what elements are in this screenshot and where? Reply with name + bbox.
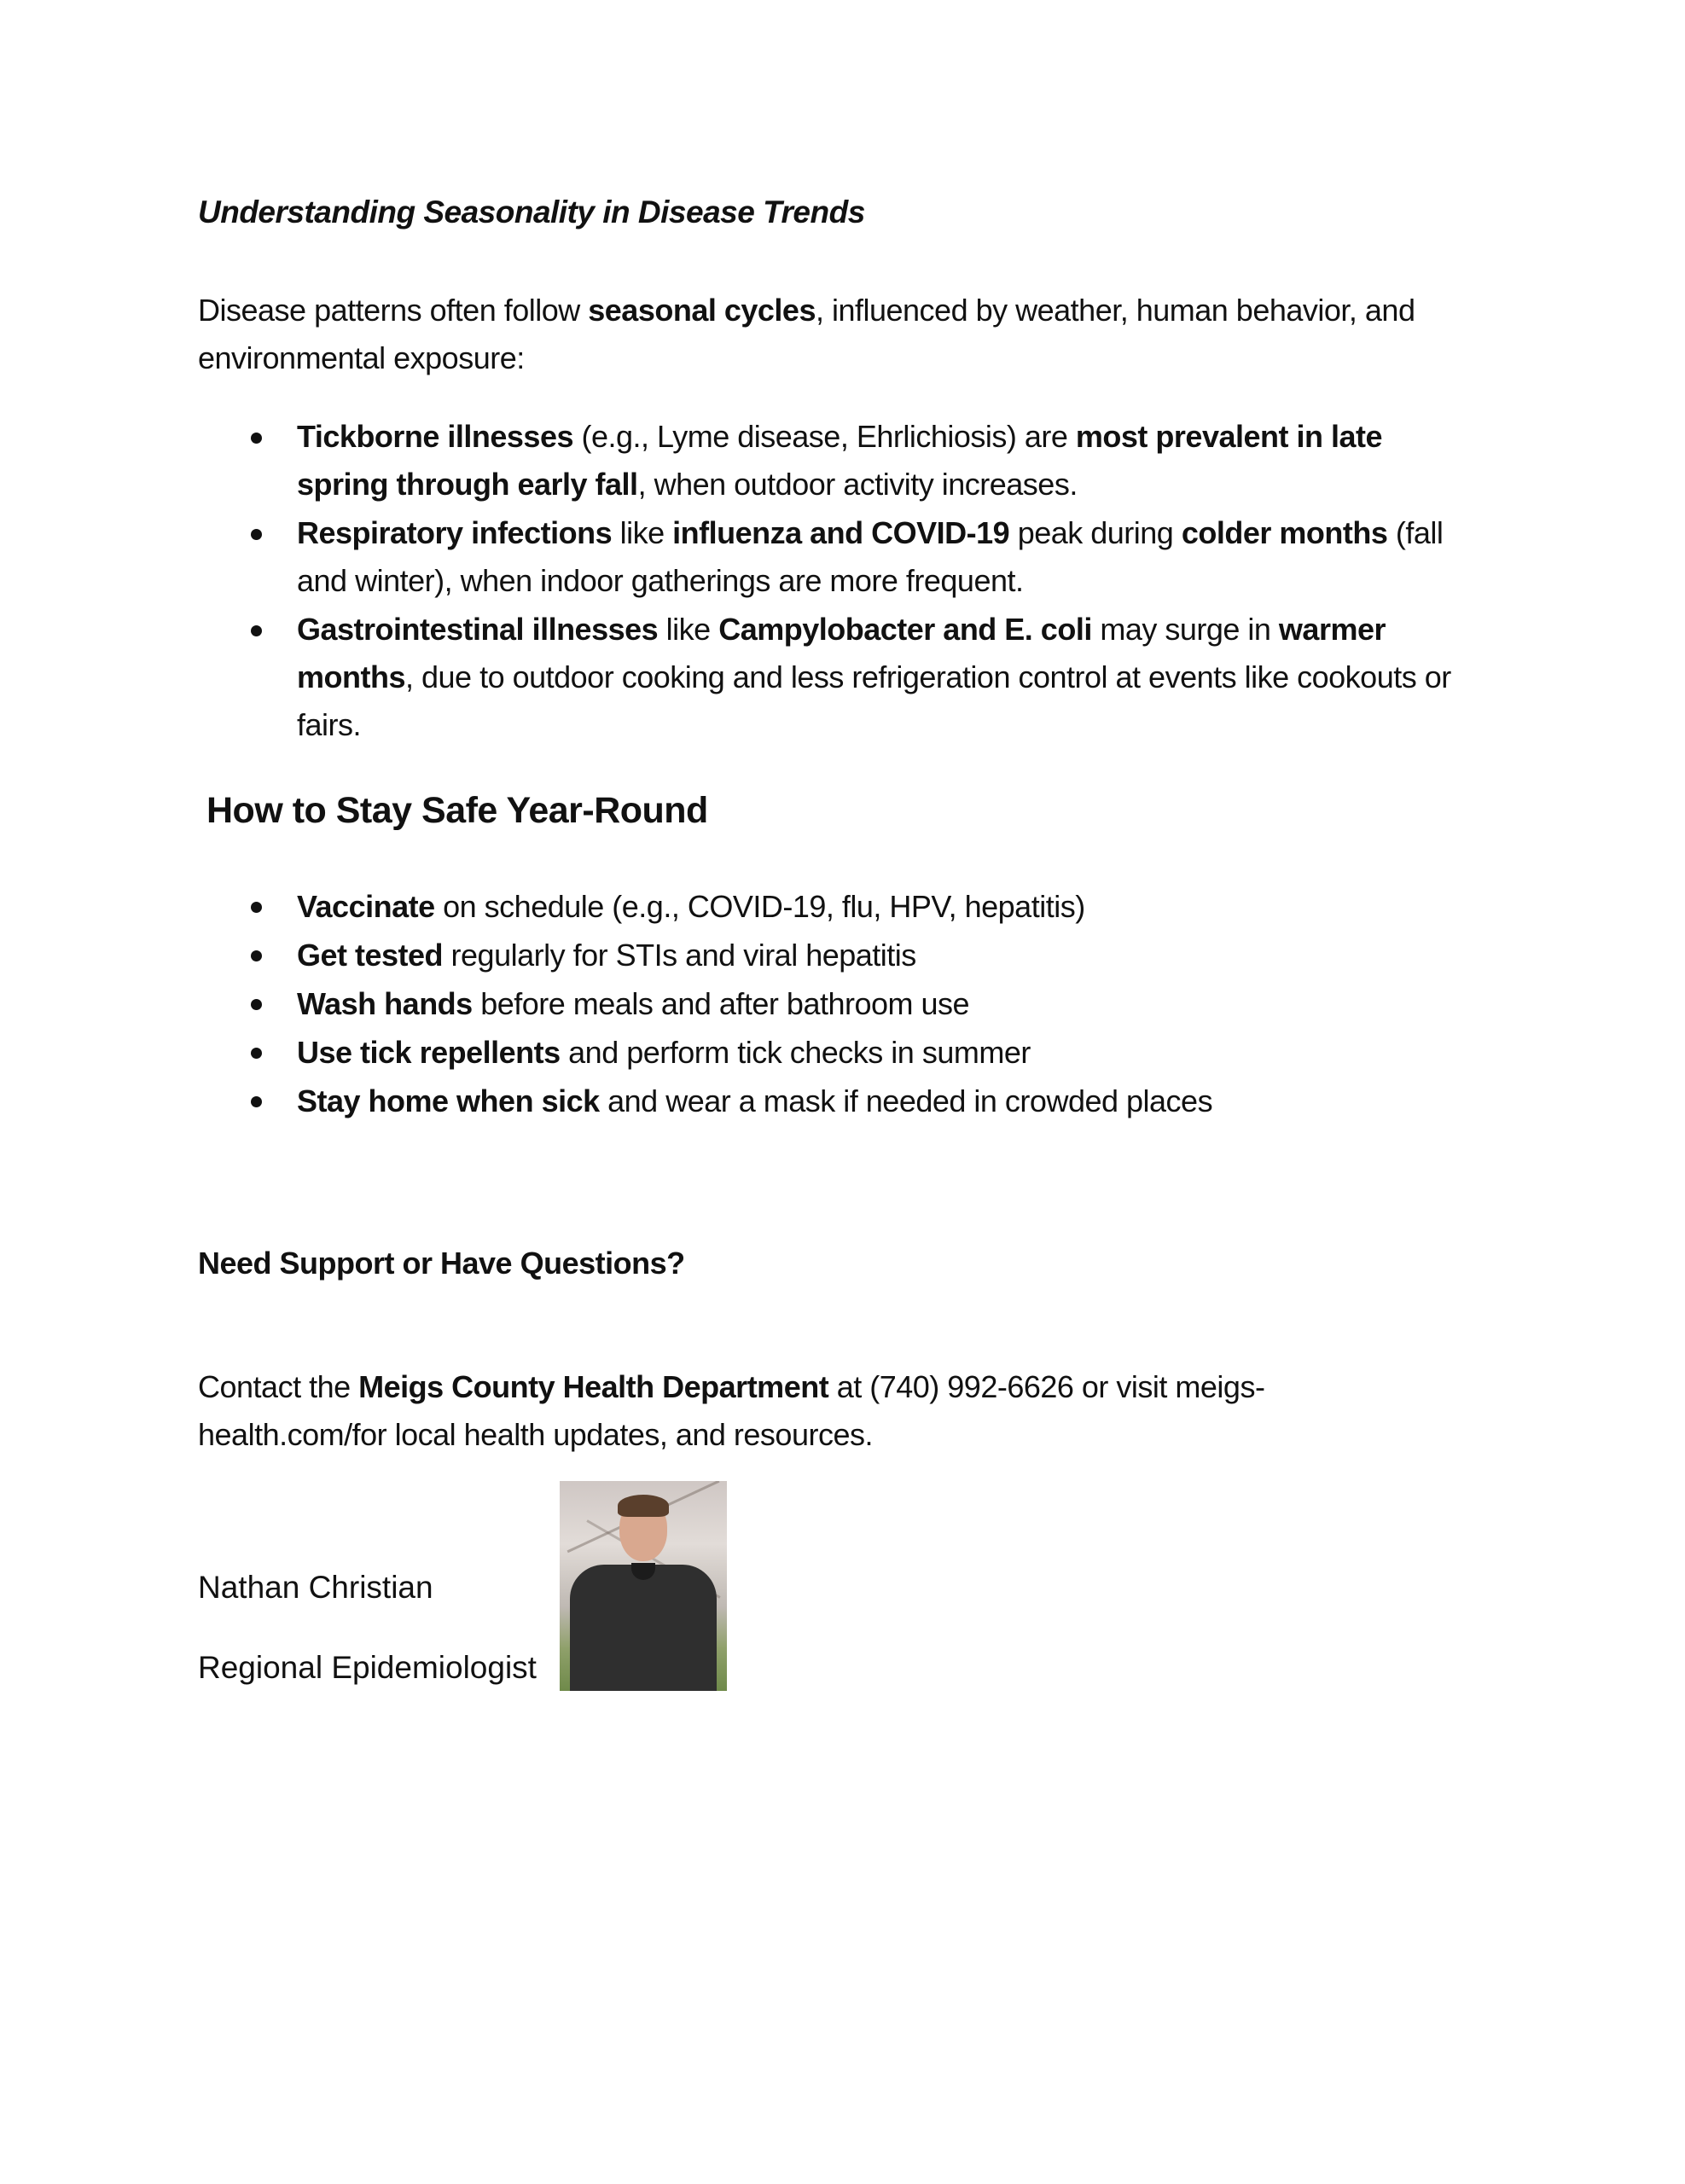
item-bold: warmer months (297, 612, 1386, 694)
bullet-icon (251, 950, 262, 961)
item-text: peak during (1009, 515, 1182, 550)
item-bold: Vaccinate (297, 889, 435, 924)
contact-paragraph (198, 1363, 1307, 1459)
intro-text-pre: Disease patterns often follow (198, 293, 589, 328)
item-text: (e.g., Lyme disease, Ehrlichiosis) are (573, 419, 1076, 454)
bullet-icon (251, 999, 262, 1010)
list-item-wash-hands (198, 979, 1478, 1028)
author-name: Nathan Christian (198, 1570, 433, 1605)
item-text: may surge in (1091, 612, 1279, 647)
bullet-icon (251, 902, 262, 913)
item-bold: Stay home when sick (297, 1083, 600, 1118)
list-item-stay-home (198, 1077, 1478, 1125)
item-bold: Tickborne illnesses (297, 419, 573, 454)
item-text: on schedule (e.g., COVID-19, flu, HPV, hepatitis) (434, 889, 1085, 924)
author-title: Regional Epidemiologist (198, 1650, 537, 1685)
bullet-icon (251, 1048, 262, 1059)
list-item-vaccinate (198, 882, 1478, 931)
intro-text-bold: seasonal cycles (588, 293, 816, 328)
item-text: and wear a mask if needed in crowded places (599, 1083, 1213, 1118)
item-bold: Wash hands (297, 986, 473, 1021)
bullet-icon (251, 1096, 262, 1107)
item-text: and perform tick checks in summer (560, 1035, 1031, 1070)
author-photo (560, 1481, 727, 1691)
contact-text-pre: Contact the (198, 1369, 359, 1404)
item-bold: colder months (1181, 515, 1388, 550)
item-bold: Respiratory infections (297, 515, 613, 550)
item-bold: influenza and COVID-19 (672, 515, 1010, 550)
bullet-icon (251, 625, 262, 636)
contact-org-name: Meigs County Health Department (358, 1369, 829, 1404)
item-bold: Get tested (297, 938, 444, 973)
seasonality-list (198, 413, 1478, 750)
item-bold: Use tick repellents (297, 1035, 561, 1070)
photo-shirt (570, 1565, 717, 1691)
bullet-icon (251, 433, 262, 444)
seasonality-heading: Understanding Seasonality in Disease Trends (198, 195, 865, 229)
item-text: before meals and after bathroom use (472, 986, 970, 1021)
item-bold: Campylobacter and E. coli (718, 612, 1092, 647)
item-bold: most prevalent in late spring through early fall (297, 419, 1383, 502)
support-heading: Need Support or Have Questions? (198, 1246, 685, 1281)
list-item-gastrointestinal (198, 606, 1478, 749)
safety-heading: How to Stay Safe Year-Round (206, 790, 708, 831)
intro-text-post: , influenced by weather, human behavior, and environmental exposure: (198, 293, 1415, 375)
list-item-tickborne (198, 413, 1478, 508)
photo-hair (618, 1495, 669, 1517)
list-item-get-tested (198, 931, 1478, 979)
bullet-icon (251, 529, 262, 540)
item-text: like (658, 612, 719, 647)
safety-list (198, 882, 1478, 1125)
list-item-tick-repellents (198, 1028, 1478, 1077)
item-text: regularly for STIs and viral hepatitis (443, 938, 916, 973)
item-text: (fall and winter), when indoor gatherings are more frequent. (297, 515, 1444, 598)
item-text: , when outdoor activity increases. (637, 467, 1078, 502)
item-text: , due to outdoor cooking and less refrigeration control at events like cookouts or fairs. (297, 659, 1451, 742)
item-text: like (612, 515, 673, 550)
contact-text-post: at (740) 992-6626 or visit meigs-health.com/for local health updates, and resources. (198, 1369, 1265, 1452)
list-item-respiratory (198, 509, 1478, 605)
intro-paragraph (198, 287, 1478, 382)
item-bold: Gastrointestinal illnesses (297, 612, 659, 647)
